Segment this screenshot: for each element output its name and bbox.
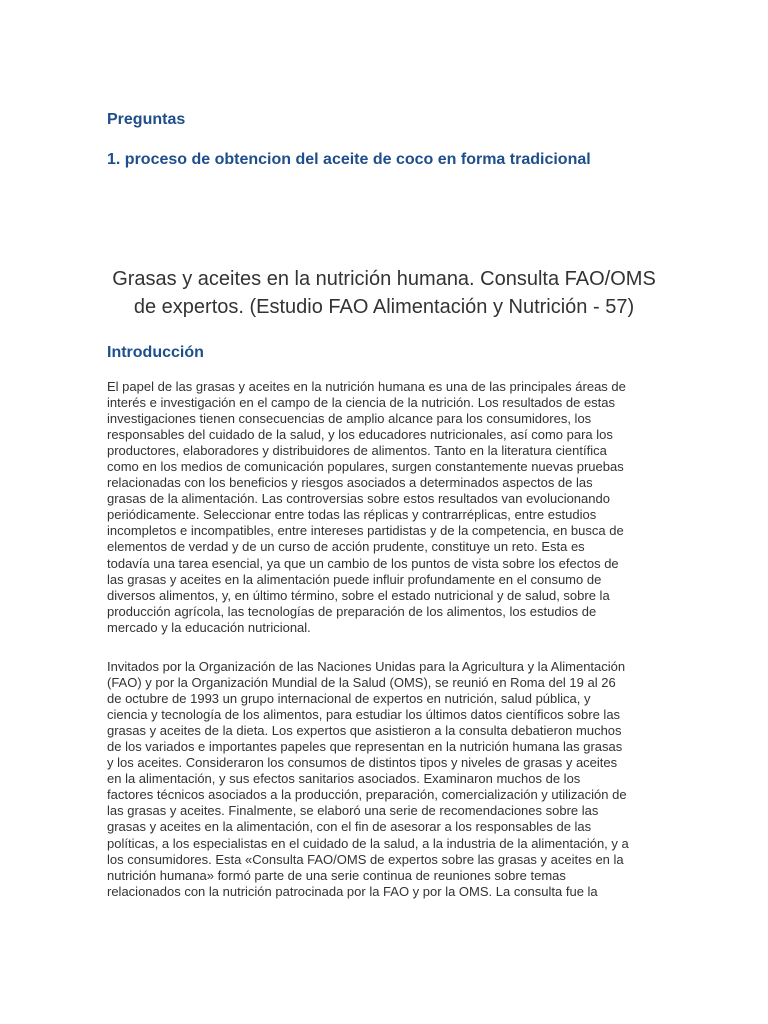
paragraph-line: relacionadas con los beneficios y riesgos asociados a determinados aspectos de las (107, 475, 593, 491)
paragraph-line: (FAO) y por la Organización Mundial de la Salud (OMS), se reunió en Roma del 19 al 26 (107, 675, 616, 691)
paragraph-line: investigaciones tienen consecuencias de amplio alcance para los consumidores, los (107, 411, 592, 427)
paragraph-line: interés e investigación en el campo de la ciencia de la nutrición. Los resultados de estas (107, 395, 616, 411)
paragraph-line: nutrición humana» formó parte de una serie continua de reuniones sobre temas (107, 867, 566, 883)
paragraph-line: producción agrícola, las tecnologías de preparación de los alimentos, los estudios de (107, 603, 597, 619)
document-title (100, 265, 668, 321)
paragraph-line: periódicamente. Seleccionar entre todas las réplicas y contrarréplicas, entre estudios (107, 507, 597, 523)
paragraph-line: grasas de la alimentación. Las controversias sobre estos resultados van evolucionando (107, 491, 610, 507)
document-title-line-2: de expertos. (Estudio FAO Alimentación y Nutrición - 57) (133, 296, 635, 318)
paragraph-line: El papel de las grasas y aceites en la nutrición humana es una de las principales áreas de (107, 379, 626, 394)
paragraph-line: mercado y la educación nutricional. (107, 619, 311, 635)
paragraph-line: Invitados por la Organización de las Naciones Unidas para la Agricultura y la Alimentación (107, 659, 626, 674)
question-1: 1. proceso de obtencion del aceite de coco en forma tradicional (107, 151, 591, 168)
paragraph-line: todavía una tarea esencial, ya que un cambio de los puntos de vista sobre los efectos de (107, 555, 619, 571)
paragraph-line: y los aceites. Consideraron los consumos de distintos tipos y niveles de grasas y aceites (107, 755, 618, 771)
section-heading-introduccion: Introducción (107, 344, 204, 361)
paragraph-1 (107, 379, 663, 636)
paragraph-line: de los variados e importantes papeles que representan en la nutrición humana las grasas (107, 739, 623, 755)
paragraph-line: en la alimentación, y sus efectos sanitarios asociados. Examinaron muchos de los (107, 771, 581, 787)
paragraph-line: ciencia y tecnología de los alimentos, para estudiar los últimos datos científicos sobre las (107, 707, 621, 723)
paragraph-line: las grasas y aceites en la alimentación puede influir profundamente en el consumo de (107, 571, 602, 587)
document-title-line-1: Grasas y aceites en la nutrición humana. Consulta FAO/OMS (112, 268, 656, 290)
paragraph-2 (107, 659, 663, 900)
paragraph-line: grasas y aceites de la dieta. Los expertos que asistieron a la consulta debatieron muchos (107, 723, 622, 739)
paragraph-line: elementos de verdad y de un curso de acción prudente, constituye un reto. Esta es (107, 539, 585, 555)
paragraph-line: productores, elaboradores y distribuidores de alimentos. Tanto en la literatura científica (107, 443, 607, 459)
paragraph-line: diversos alimentos, y, en último término, sobre el estado nutricional y de salud, sobre la (107, 587, 610, 603)
paragraph-line: incompletos e incompatibles, entre intereses partidistas y de la competencia, en busca de (107, 523, 624, 539)
questions-heading: Preguntas (107, 111, 186, 128)
paragraph-line: de octubre de 1993 un grupo internacional de expertos en nutrición, salud pública, y (107, 691, 591, 707)
paragraph-line: políticas, a los especialistas en el cuidado de la salud, a la industria de la alimentación, y a (107, 835, 629, 851)
paragraph-line: como en los medios de comunicación populares, surgen constantemente nuevas pruebas (107, 459, 624, 475)
paragraph-line: las grasas y aceites. Finalmente, se elaboró una serie de recomendaciones sobre las (107, 803, 599, 819)
paragraph-line: responsables del cuidado de la salud, y los educadores nutricionales, así como para los (107, 427, 613, 443)
paragraph-line: relacionados con la nutrición patrocinada por la FAO y por la OMS. La consulta fue la (107, 883, 598, 899)
paragraph-line: los consumidores. Esta «Consulta FAO/OMS de expertos sobre las grasas y aceites en la (107, 851, 624, 867)
paragraph-line: grasas y aceites en la alimentación, con el fin de asesorar a los responsables de las (107, 819, 592, 835)
paragraph-line: factores técnicos asociados a la producción, preparación, comercialización y utilización de (107, 787, 627, 803)
